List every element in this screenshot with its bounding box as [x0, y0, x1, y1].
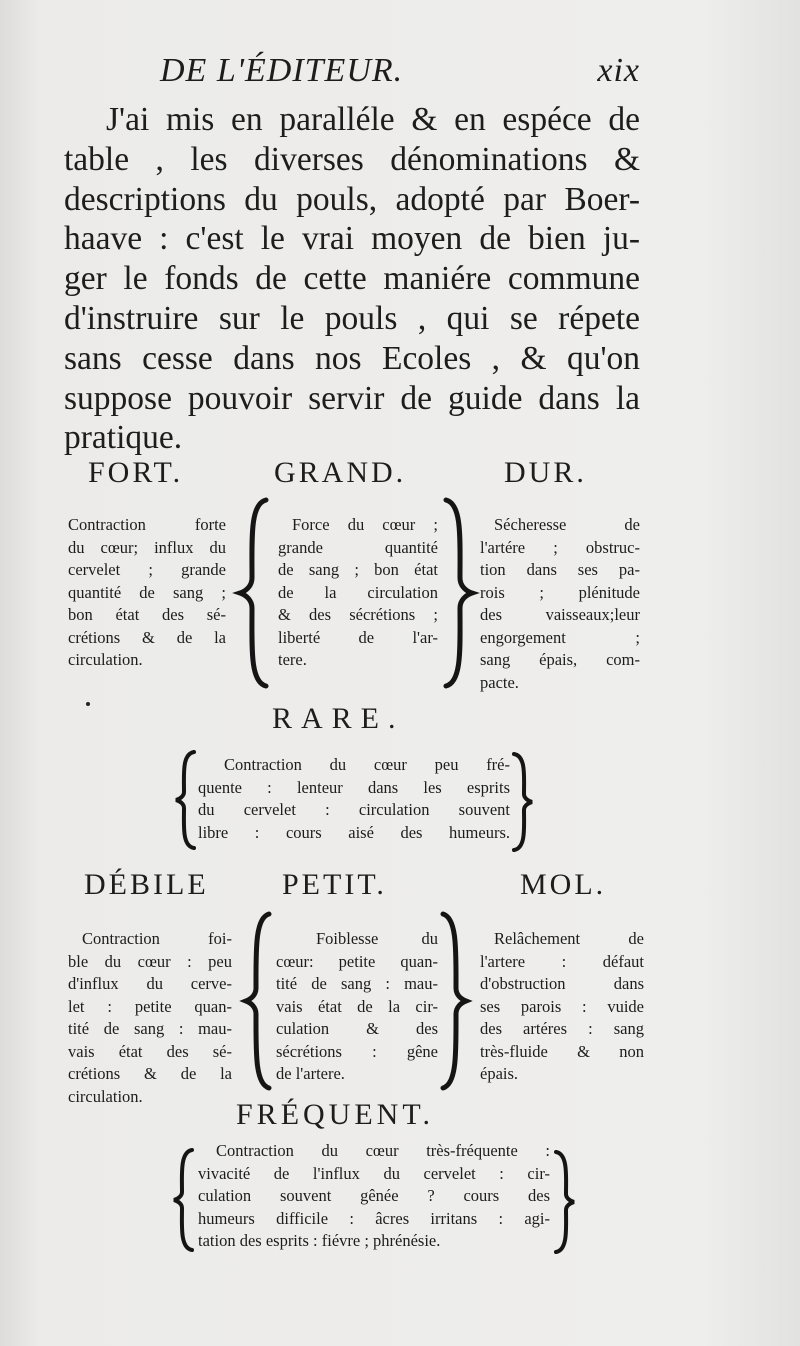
left-brace-rare: [174, 750, 196, 850]
cell-line: let : petite quan-: [68, 996, 232, 1016]
cell-line: cœur: petite quan-: [276, 951, 438, 971]
left-brace-2: [244, 912, 272, 1090]
intro-line: sans cesse dans nos Ecoles , & qu'on: [64, 339, 640, 377]
cell-line: libre : cours aisé des humeurs.: [198, 822, 510, 842]
cell-mol: [480, 928, 644, 1086]
section-header-rare: RARE.: [272, 702, 405, 735]
cell-fort: [68, 514, 226, 672]
cell-line: du cœur; influx du: [68, 537, 226, 557]
intro-line: ger le fonds de cette maniére commune: [64, 260, 640, 298]
cell-line: & des sécrétions ;: [278, 605, 438, 624]
cell-line: Relâchement de: [494, 929, 644, 948]
cell-line: sécrétions : gêne: [276, 1041, 438, 1061]
cell-line: Foiblesse du: [316, 929, 438, 948]
cell-line: épais.: [480, 1064, 519, 1083]
column-header-mol: MOL.: [520, 868, 607, 901]
cell-line: d'influx du cerve-: [68, 974, 232, 993]
cell-line: pacte.: [480, 672, 519, 692]
column-header-fort: FORT.: [88, 456, 184, 489]
cell-line: de sang ; bon état: [278, 560, 438, 579]
cell-line: tere.: [278, 650, 307, 669]
cell-line: circulation.: [68, 1086, 143, 1106]
cell-line: vais état des sé-: [68, 1041, 232, 1061]
right-brace-rare: [512, 752, 534, 852]
cell-line: des vaisseaux;leur: [480, 605, 640, 624]
left-brace-1: [238, 498, 270, 688]
left-brace-frequent: [172, 1148, 194, 1252]
column-header-grand: GRAND.: [274, 456, 407, 489]
header-title: DE L'ÉDITEUR.: [160, 52, 404, 89]
cell-line: crétions & de la: [68, 627, 226, 647]
cell-line: vais état de la cir-: [276, 996, 438, 1016]
cell-line: quantité de sang ;: [68, 582, 226, 602]
cell-line: vivacité de l'influx du cervelet : cir-: [198, 1163, 550, 1183]
cell-line: humeurs difficile : âcres irritans : agi-: [198, 1208, 550, 1228]
cell-rare: [198, 754, 510, 844]
right-brace-2: [440, 912, 468, 1090]
cell-dur: [480, 514, 640, 694]
cell-line: quente : lenteur dans les esprits: [198, 777, 510, 797]
right-brace-1: [442, 498, 474, 688]
running-header: [160, 52, 640, 92]
cell-line: l'artére ; obstruc-: [480, 537, 640, 557]
cell-line: Contraction forte: [68, 515, 226, 534]
cell-line: Contraction foi-: [82, 929, 232, 948]
column-header-petit: PETIT.: [282, 868, 387, 901]
cell-line: tité de sang : mau-: [276, 974, 438, 993]
cell-line: bon état des sé-: [68, 605, 226, 624]
cell-line: liberté de l'ar-: [278, 627, 438, 647]
cell-line: crétions & de la: [68, 1064, 232, 1083]
cell-line: sang épais, com-: [480, 650, 640, 669]
cell-line: Contraction du cœur peu fré-: [224, 755, 510, 774]
cell-line: tation des esprits : fiévre ; phrénésie.: [198, 1231, 441, 1250]
cell-line: des artéres : sang: [480, 1019, 644, 1038]
section-header-frequent: FRÉQUENT.: [236, 1098, 434, 1131]
cell-line: ses parois : vuide: [480, 996, 644, 1016]
cell-frequent: [198, 1140, 550, 1253]
intro-line: pratique.: [64, 419, 183, 457]
cell-line: ble du cœur : peu: [68, 951, 232, 971]
cell-line: Force du cœur ;: [292, 515, 438, 534]
cell-line: engorgement ;: [480, 627, 640, 647]
cell-debile: [68, 928, 232, 1108]
intro-line: descriptions du pouls, adopté par Boer-: [64, 180, 640, 218]
intro-line: haave : c'est le vrai moyen de bien ju-: [64, 220, 640, 258]
cell-line: rois ; plénitude: [480, 582, 640, 602]
cell-line: tité de sang : mau-: [68, 1019, 232, 1038]
intro-paragraph: [64, 100, 640, 458]
intro-line: d'instruire sur le pouls , qui se répete: [64, 299, 640, 337]
cell-line: grande quantité: [278, 537, 438, 557]
intro-line: suppose pouvoir servir de guide dans la: [64, 379, 640, 417]
cell-line: cervelet ; grande: [68, 560, 226, 579]
cell-line: Sécheresse de: [494, 515, 640, 534]
cell-line: d'obstruction dans: [480, 974, 644, 993]
cell-line: Contraction du cœur très-fréquente :: [216, 1141, 550, 1160]
cell-line: du cervelet : circulation souvent: [198, 800, 510, 819]
cell-line: tion dans ses pa-: [480, 560, 640, 579]
cell-line: de l'artere.: [276, 1064, 345, 1083]
column-header-dur: DUR.: [504, 456, 587, 489]
page-number: xix: [597, 52, 640, 89]
cell-line: culation souvent gênée ? cours des: [198, 1186, 550, 1205]
cell-line: l'artere : défaut: [480, 951, 644, 971]
cell-line: très-fluide & non: [480, 1041, 644, 1061]
intro-line: table , les diverses dénominations &: [64, 140, 640, 178]
cell-grand: [278, 514, 438, 672]
right-brace-frequent: [554, 1150, 576, 1254]
cell-line: culation & des: [276, 1019, 438, 1038]
ink-mark: [86, 702, 90, 706]
cell-line: de la circulation: [278, 582, 438, 602]
cell-line: circulation.: [68, 650, 143, 669]
cell-petit: [276, 928, 438, 1086]
intro-line: J'ai mis en paralléle & en espéce de: [106, 101, 640, 138]
column-header-debile: DÉBILE: [84, 868, 209, 901]
